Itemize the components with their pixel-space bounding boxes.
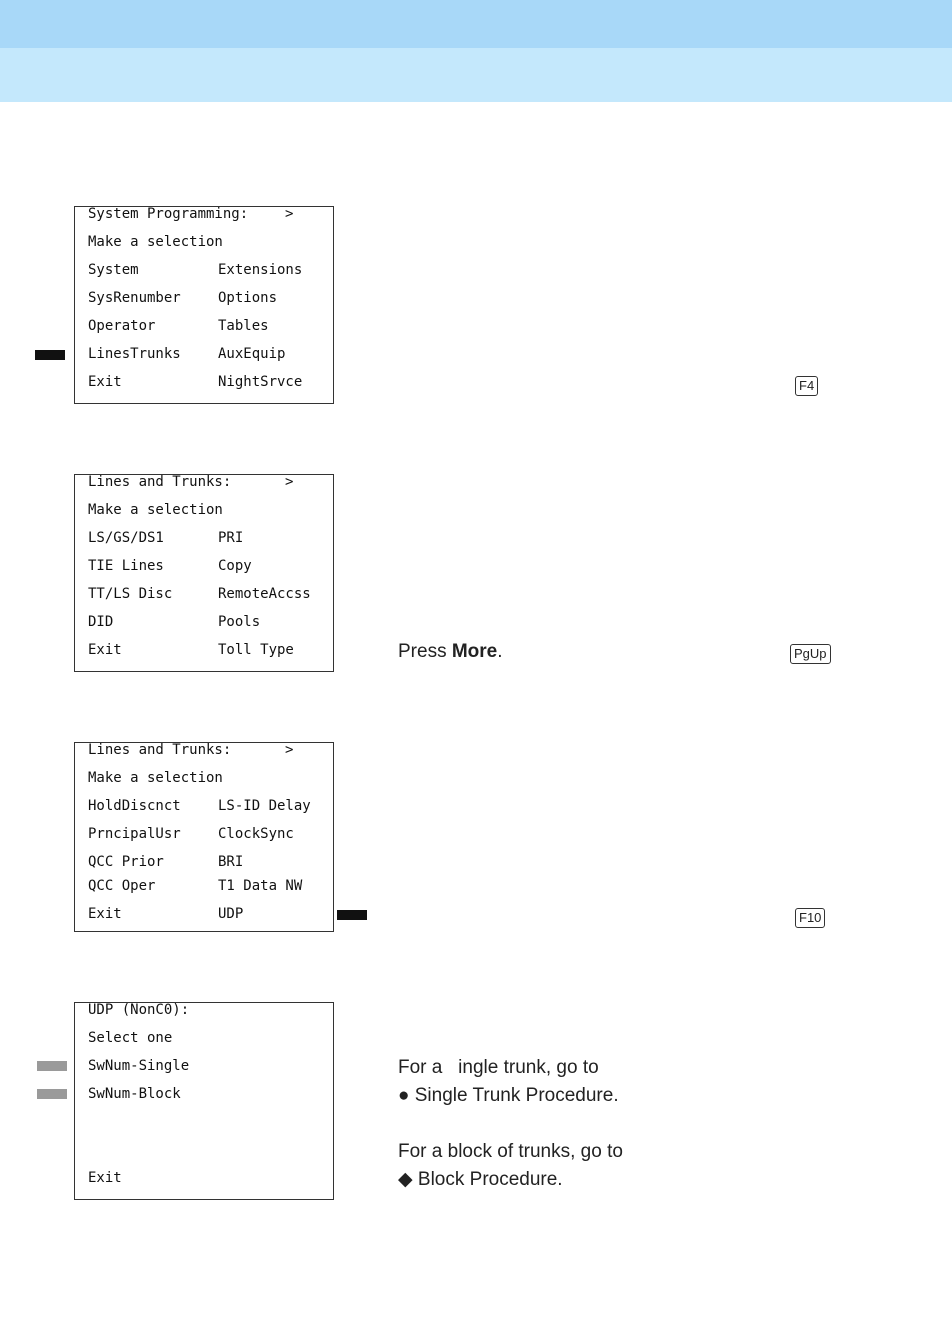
option-ls-gs-ds1[interactable]: LS/GS/DS1 [88, 530, 164, 546]
single-trunk-link: Single Trunk Procedure. [409, 1085, 619, 1106]
circle-bullet-icon: ● [398, 1085, 410, 1106]
header-band-top [0, 0, 952, 48]
option-system[interactable]: System [88, 262, 139, 278]
option-auxequip[interactable]: AuxEquip [218, 346, 286, 362]
single-trunk-instruction: For a ingle trunk, go to [398, 1057, 599, 1078]
option-exit[interactable]: Exit [88, 642, 122, 658]
option-t1-data-nw[interactable]: T1 Data NW [218, 878, 303, 894]
screen-title: System Programming: [88, 206, 249, 222]
instruction-suffix: . [497, 641, 503, 662]
option-prncipalusr[interactable]: PrncipalUsr [88, 826, 181, 842]
option-did[interactable]: DID [88, 614, 114, 630]
option-ls-id-delay[interactable]: LS-ID Delay [218, 798, 311, 814]
option-extensions[interactable]: Extensions [218, 262, 303, 278]
option-remoteaccss[interactable]: RemoteAccss [218, 586, 311, 602]
option-copy[interactable]: Copy [218, 558, 252, 574]
single-trunk-procedure [398, 1084, 619, 1108]
option-tables[interactable]: Tables [218, 318, 269, 334]
option-exit[interactable]: Exit [88, 906, 122, 922]
key-f10[interactable]: F10 [795, 908, 825, 928]
header-band-bottom [0, 48, 952, 102]
screen-subtitle: Make a selection [88, 234, 223, 250]
option-tt-ls-disc[interactable]: TT/LS Disc [88, 586, 173, 602]
option-swnum-block[interactable]: SwNum-Block [88, 1086, 181, 1102]
screen-subtitle: Select one [88, 1030, 173, 1046]
instruction-more: More [451, 641, 498, 662]
key-pgup[interactable]: PgUp [790, 644, 831, 664]
press-more-instruction [398, 640, 503, 664]
selection-marker-block [37, 1089, 67, 1099]
screen-title: UDP (NonC0): [88, 1002, 190, 1018]
more-arrow: > [285, 474, 294, 490]
option-qcc-oper[interactable]: QCC Oper [88, 878, 156, 894]
option-holddiscnct[interactable]: HoldDiscnct [88, 798, 181, 814]
key-f4[interactable]: F4 [795, 376, 818, 396]
option-options[interactable]: Options [218, 290, 278, 306]
diamond-bullet-icon: ◆ [398, 1169, 413, 1190]
option-udp[interactable]: UDP [218, 906, 244, 922]
option-sysrenumber[interactable]: SysRenumber [88, 290, 181, 306]
more-arrow: > [285, 206, 294, 222]
block-procedure [398, 1168, 563, 1192]
lines-trunks-screen-1 [74, 474, 334, 672]
option-qcc-prior[interactable]: QCC Prior [88, 854, 164, 870]
system-programming-screen [74, 206, 334, 404]
option-bri[interactable]: BRI [218, 854, 244, 870]
selection-marker [35, 350, 65, 360]
more-arrow: > [285, 742, 294, 758]
block-trunk-instruction: For a block of trunks, go to [398, 1141, 623, 1162]
screen-subtitle: Make a selection [88, 770, 223, 786]
selection-marker-single [37, 1061, 67, 1071]
lines-trunks-screen-2 [74, 742, 334, 932]
option-nightsrvce[interactable]: NightSrvce [218, 374, 303, 390]
udp-screen [74, 1002, 334, 1200]
option-clocksync[interactable]: ClockSync [218, 826, 294, 842]
option-pools[interactable]: Pools [218, 614, 261, 630]
instruction-prefix: Press [398, 641, 452, 662]
selection-marker [337, 910, 367, 920]
option-operator[interactable]: Operator [88, 318, 156, 334]
option-linestrunks[interactable]: LinesTrunks [88, 346, 181, 362]
block-procedure-link: Block Procedure. [412, 1169, 563, 1190]
screen-title: Lines and Trunks: [88, 474, 232, 490]
option-tie-lines[interactable]: TIE Lines [88, 558, 164, 574]
option-exit[interactable]: Exit [88, 374, 122, 390]
option-swnum-single[interactable]: SwNum-Single [88, 1058, 190, 1074]
option-toll-type[interactable]: Toll Type [218, 642, 294, 658]
option-exit[interactable]: Exit [88, 1170, 122, 1186]
screen-subtitle: Make a selection [88, 502, 223, 518]
option-pri[interactable]: PRI [218, 530, 244, 546]
screen-title: Lines and Trunks: [88, 742, 232, 758]
